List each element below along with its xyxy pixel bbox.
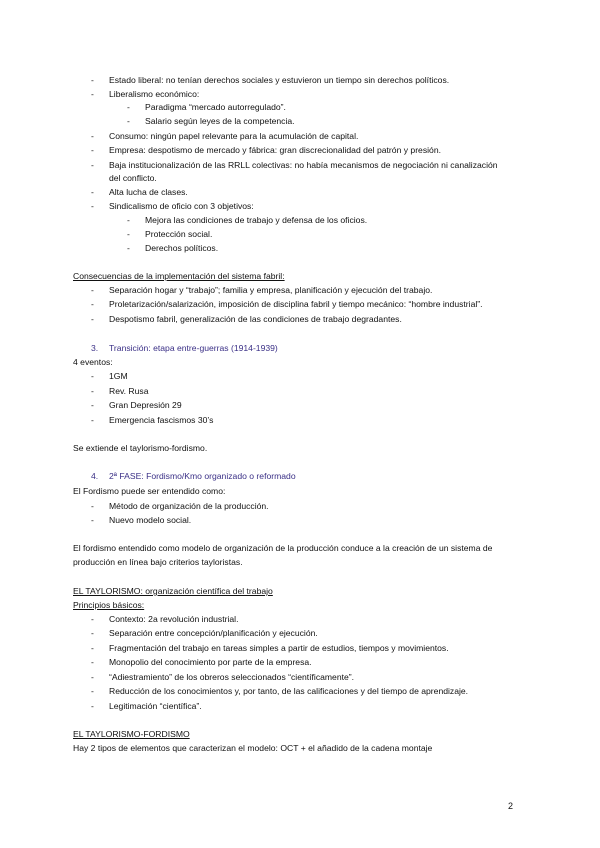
section-title: Transición: etapa entre-guerras (1914-1939) (109, 343, 278, 353)
paragraph: Hay 2 tipos de elementos que caracterizan el modelo: OCT + el añadido de la cadena montaje (73, 743, 433, 753)
list-item: Empresa: despotismo de mercado y fábrica: gran discrecionalidad del patrón y presión. (109, 145, 441, 155)
list-item: Emergencia fascismos 30’s (109, 415, 214, 425)
list-item: Separación entre concepción/planificación y ejecución. (109, 628, 318, 638)
list-item: Rev. Rusa (109, 386, 149, 396)
list-item: Contexto: 2a revolución industrial. (109, 614, 239, 624)
bullet-dash: - (91, 628, 94, 638)
bullet-dash: - (91, 515, 94, 525)
list-item: Gran Depresión 29 (109, 400, 182, 410)
bullet-dash: - (127, 229, 130, 239)
list-item: Sindicalismo de oficio con 3 objetivos: (109, 201, 254, 211)
paragraph: producción en línea bajo criterios tayloristas. (73, 557, 243, 567)
bullet-dash: - (91, 89, 94, 99)
list-item: Método de organización de la producción. (109, 501, 269, 511)
paragraph: El Fordismo puede ser entendido como: (73, 486, 226, 496)
bullet-dash: - (127, 102, 130, 112)
list-item: Salario según leyes de la competencia. (145, 116, 295, 126)
paragraph: Se extiende el taylorismo-fordismo. (73, 443, 208, 453)
bullet-dash: - (91, 701, 94, 711)
bullet-dash: - (91, 285, 94, 295)
paragraph: El fordismo entendido como modelo de organización de la producción conduce a la creación de un sistema de (73, 543, 493, 553)
list-item: Legitimación “científica”. (109, 701, 202, 711)
list-item: Alta lucha de clases. (109, 187, 188, 197)
bullet-dash: - (91, 501, 94, 511)
bullet-dash: - (91, 314, 94, 324)
list-item: “Adiestramiento” de los obreros seleccionados “científicamente”. (109, 672, 355, 682)
section-number: 3. (91, 343, 99, 353)
section-title: 2ª FASE: Fordismo/Kmo organizado o reformado (109, 471, 296, 481)
bullet-dash: - (91, 614, 94, 624)
bullet-dash: - (91, 643, 94, 653)
bullet-dash: - (91, 145, 94, 155)
list-item: Liberalismo económico: (109, 89, 200, 99)
list-item: Proletarización/salarización, imposición de disciplina fabril y tiempo mecánico: “hombre industrial”. (109, 299, 483, 309)
bullet-dash: - (91, 371, 94, 381)
bullet-dash: - (91, 75, 94, 85)
bullet-dash: - (127, 215, 130, 225)
bullet-dash: - (91, 187, 94, 197)
bullet-dash: - (91, 201, 94, 211)
list-item: Separación hogar y “trabajo”; familia y empresa, planificación y ejecución del trabajo. (109, 285, 433, 295)
section-heading: Consecuencias de la implementación del sistema fabril: (73, 271, 285, 281)
list-item: Despotismo fabril, generalización de las condiciones de trabajo degradantes. (109, 314, 402, 324)
list-item: Baja institucionalización de las RRLL colectivas: no había mecanismos de negociación ni canalización (109, 160, 498, 170)
bullet-dash: - (91, 657, 94, 667)
bullet-dash: - (127, 116, 130, 126)
list-item: Consumo: ningún papel relevante para la acumulación de capital. (109, 131, 359, 141)
section-heading: EL TAYLORISMO: organización científica del trabajo (73, 586, 273, 596)
section-number: 4. (91, 471, 99, 481)
list-item-continuation: del conflicto. (109, 173, 157, 183)
bullet-dash: - (127, 243, 130, 253)
bullet-dash: - (91, 400, 94, 410)
list-item: Nuevo modelo social. (109, 515, 192, 525)
list-item: Mejora las condiciones de trabajo y defensa de los oficios. (145, 215, 368, 225)
bullet-dash: - (91, 131, 94, 141)
list-item: 1GM (109, 371, 128, 381)
paragraph: 4 eventos: (73, 357, 113, 367)
list-item: Fragmentación del trabajo en tareas simples a partir de estudios, tiempos y movimientos. (109, 643, 449, 653)
bullet-dash: - (91, 415, 94, 425)
list-item: Derechos políticos. (145, 243, 219, 253)
bullet-dash: - (91, 299, 94, 309)
list-item: Protección social. (145, 229, 213, 239)
list-item: Reducción de los conocimientos y, por tanto, de las calificaciones y del tiempo de aprendizaje. (109, 686, 469, 696)
list-item: Paradigma “mercado autorregulado”. (145, 102, 286, 112)
list-item: Monopolio del conocimiento por parte de la empresa. (109, 657, 312, 667)
bullet-dash: - (91, 386, 94, 396)
bullet-dash: - (91, 160, 94, 170)
subheading: Principios básicos: (73, 600, 145, 610)
bullet-dash: - (91, 672, 94, 682)
list-item: Estado liberal: no tenían derechos sociales y estuvieron un tiempo sin derechos políticos. (109, 75, 450, 85)
page-number: 2 (508, 801, 514, 811)
section-heading: EL TAYLORISMO-FORDISMO (73, 729, 190, 739)
bullet-dash: - (91, 686, 94, 696)
